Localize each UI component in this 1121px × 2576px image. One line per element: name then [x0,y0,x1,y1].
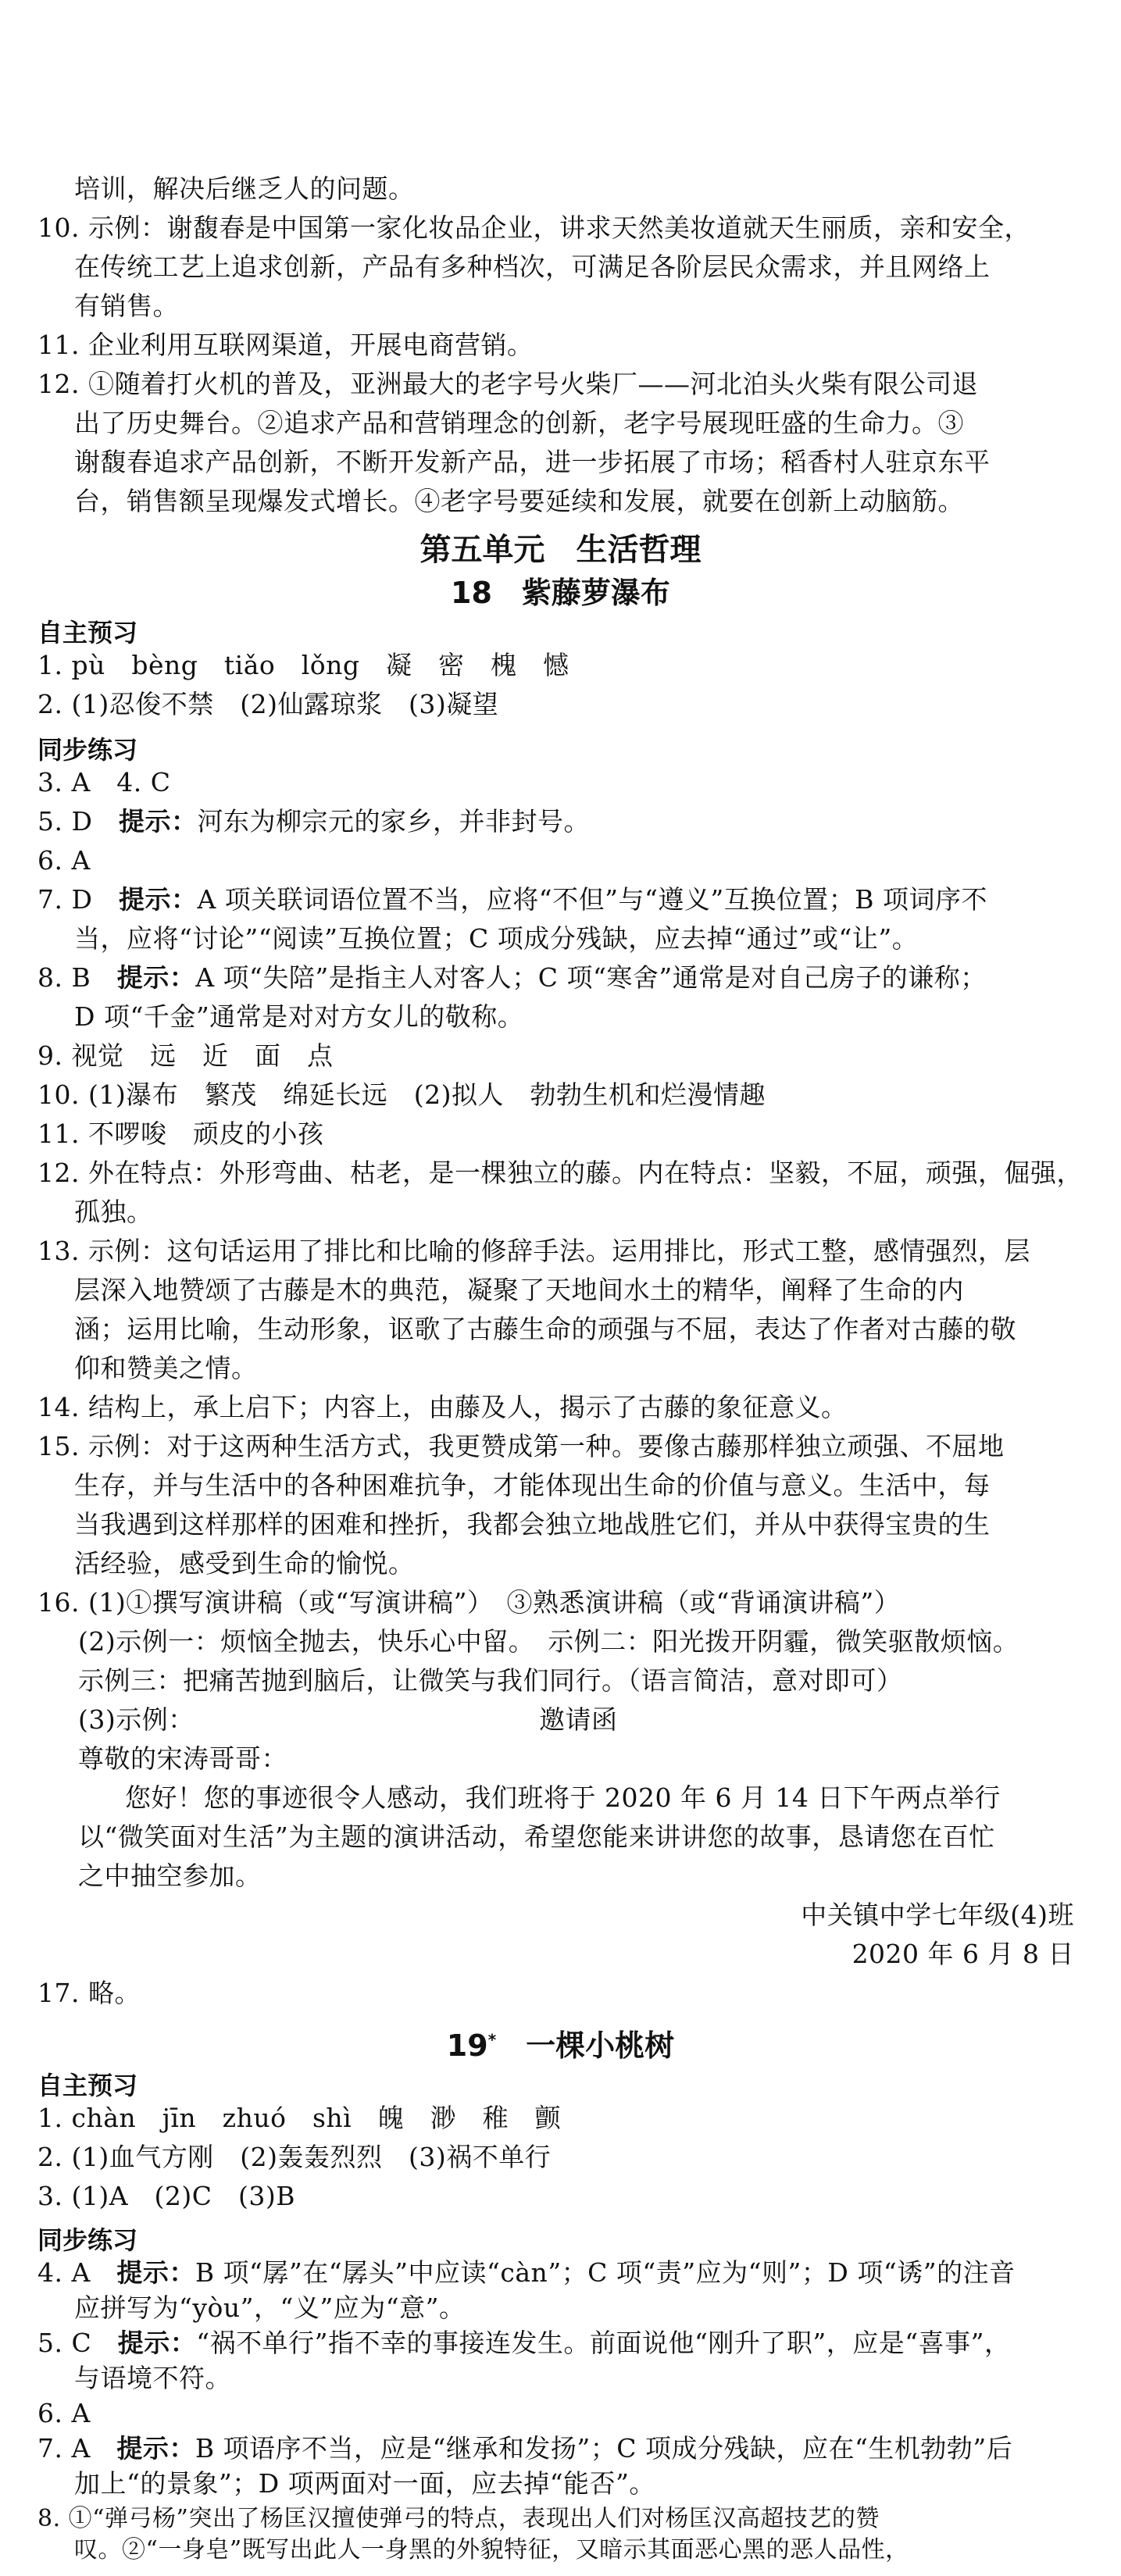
text-line: 11. 企业利用互联网渠道，开展电商营销。 [37,330,534,360]
answer-line: 7. D 提示：A 项关联词语位置不当，应将“不但”与“遵义”互换位置；B 项词序不 [37,884,987,915]
answer-line: 叹。②“一身皂”既写出此人一身黑的外貌特征，又暗示其面恶心黑的恶人品性， [74,2536,909,2564]
answer-line: 之中抽空参加。 [78,1861,262,1891]
unit-title: 第五单元 生活哲理 [419,532,702,568]
answer-line: 8. B 提示：A 项“失陪”是指主人对客人；C 项“寒舍”通常是对自己房子的谦称； [37,962,987,993]
answer-line: 孤独。 [74,1197,153,1227]
answer-line: 8. ①“弹弓杨”突出了杨匡汉擅使弹弓的特点，表现出人们对杨匡汉高超技艺的赞 [37,2505,880,2532]
answer-line: 11. 不啰唆 顽皮的小孩 [37,1119,324,1149]
answer-line: 16. (1)①撰写演讲稿（或“写演讲稿”） ③熟悉演讲稿（或“背诵演讲稿”） [37,1587,901,1618]
answer-line: 活经验，感受到生命的愉悦。 [74,1548,415,1579]
preview-heading: 自主预习 [37,618,138,648]
answer-line: 与语境不符。 [74,2363,231,2393]
answer-line: (3)示例： [78,1704,195,1735]
answer-line: 加上“的景象”；D 项两面对一面，应去掉“能否”。 [74,2468,655,2499]
signature-class: 中关镇中学七年级(4)班 [801,1900,1074,1930]
answer-line: 应拼写为“yòu”，“义”应为“意”。 [74,2292,466,2323]
text-line: 谢馥春追求产品创新，不断开发新产品，进一步拓展了市场；稻香村人驻京东平 [74,447,991,477]
answer-line: 以“微笑面对生活”为主题的演讲活动，希望您能来讲讲您的故事，恳请您在百忙 [78,1821,995,1852]
answer-line: 6. A [37,2398,91,2428]
invite-title: 邀请函 [539,1704,618,1735]
answer-line: 涵；运用比喻，生动形象，讴歌了古藤生命的顽强与不屈，表达了作者对古藤的敬 [74,1314,1016,1344]
answer-line: 当，应将“讨论”“阅读”互换位置；C 项成分残缺，应去掉“通过”或“让”。 [74,923,919,954]
answer-line: 4. A 提示：B 项“孱”在“孱头”中应读“càn”；C 项“责”应为“则”；D 项“诱”的注音 [37,2257,1016,2288]
answer-line: 仰和赞美之情。 [74,1353,258,1383]
answer-line: 5. C 提示：“祸不单行”指不幸的事接连发生。前面说他“刚升了职”，应是“喜事”， [37,2328,1011,2358]
practice-heading: 同步练习 [37,2225,138,2255]
text-line: 12. ①随着打火机的普及，亚洲最大的老字号火柴厂——河北泊头火柴有限公司退 [37,369,978,399]
hint-label: 提示： [116,962,196,993]
text-line: 有销售。 [74,291,179,321]
text-line: 培训，解决后继乏人的问题。 [74,173,415,204]
text-line: 3. (1)A (2)C (3)B [37,2181,296,2211]
text-line: 1. pù bèng tiǎo lǒng 凝 密 槐 憾 [37,650,569,680]
answer-line: 层深入地赞颂了古藤是木的典范，凝聚了天地间水土的精华，阐释了生命的内 [74,1275,964,1305]
optional-star: * [487,2030,497,2050]
preview-heading: 自主预习 [37,2071,138,2100]
practice-heading: 同步练习 [37,735,138,765]
answer-line: 9. 视觉 远 近 面 点 [37,1040,334,1071]
answer-line: 您好！您的事迹很令人感动，我们班将于 2020 年 6 月 14 日下午两点举行 [125,1782,1001,1813]
hint-label: 提示： [118,884,198,915]
answer-line: 3. A 4. C [37,767,171,797]
lesson-19-title: 19* 一棵小桃树 [446,2028,675,2063]
hint-label: 提示： [117,2328,197,2358]
hint-label: 提示： [116,2257,195,2288]
text-line: 10. 示例：谢馥春是中国第一家化妆品企业，讲求天然美妆道就天生丽质，亲和安全， [37,212,1030,243]
signature-date: 2020 年 6 月 8 日 [851,1939,1074,1969]
text-line: 1. chàn jīn zhuó shì 魄 渺 稚 颤 [37,2103,562,2133]
answer-line: 6. A [37,845,91,876]
answer-line: 10. (1)瀑布 繁茂 绵延长远 (2)拟人 勃勃生机和烂漫情趣 [37,1079,766,1110]
answer-line: 尊敬的宋涛哥哥： [78,1743,287,1774]
answer-line: 15. 示例：对于这两种生活方式，我更赞成第一种。要像古藤那样独立顽强、不屈地 [37,1431,1005,1461]
answer-line: 当我遇到这样那样的困难和挫折，我都会独立地战胜它们，并从中获得宝贵的生 [74,1509,991,1540]
answer-line: 17. 略。 [37,1978,141,2008]
text-line: 出了历史舞台。②追求产品和营销理念的创新，老字号展现旺盛的生命力。③ [74,408,964,438]
hint-label: 提示： [118,806,198,837]
answer-line: (2)示例一：烦恼全抛去，快乐心中留。 示例二：阳光拨开阴霾，微笑驱散烦恼。 [78,1626,1019,1657]
answer-line: D 项“千金”通常是对对方女儿的敬称。 [74,1001,524,1032]
answer-line: 13. 示例：这句话运用了排比和比喻的修辞手法。运用排比，形式工整，感情强烈，层 [37,1236,1030,1266]
text-line: 在传统工艺上追求创新，产品有多种档次，可满足各阶层民众需求，并且网络上 [74,252,991,282]
answer-line: 示例三：把痛苦抛到脑后，让微笑与我们同行。（语言简洁，意对即可） [78,1665,903,1696]
hint-label: 提示： [116,2433,195,2464]
answer-line: 14. 结构上，承上启下；内容上，由藤及人，揭示了古藤的象征意义。 [37,1392,848,1422]
answer-line: 生存，并与生活中的各种困难抗争，才能体现出生命的价值与意义。生活中，每 [74,1470,991,1500]
lesson-18-title: 18 紫藤萝瀑布 [451,576,670,610]
text-line: 2. (1)忍俊不禁 (2)仙露琼浆 (3)凝望 [37,689,499,719]
answer-line: 12. 外在特点：外形弯曲、枯老，是一棵独立的藤。内在特点：坚毅，不屈，顽强，倔强， [37,1158,1083,1188]
text-line: 2. (1)血气方刚 (2)轰轰烈烈 (3)祸不单行 [37,2142,552,2172]
answer-line: 7. A 提示：B 项语序不当，应是“继承和发扬”；C 项成分残缺，应在“生机勃勃”后 [37,2433,1013,2464]
text-line: 台，销售额呈现爆发式增长。④老字号要延续和发展，就要在创新上动脑筋。 [74,486,964,516]
answer-line: 5. D 提示：河东为柳宗元的家乡，并非封号。 [37,806,590,837]
